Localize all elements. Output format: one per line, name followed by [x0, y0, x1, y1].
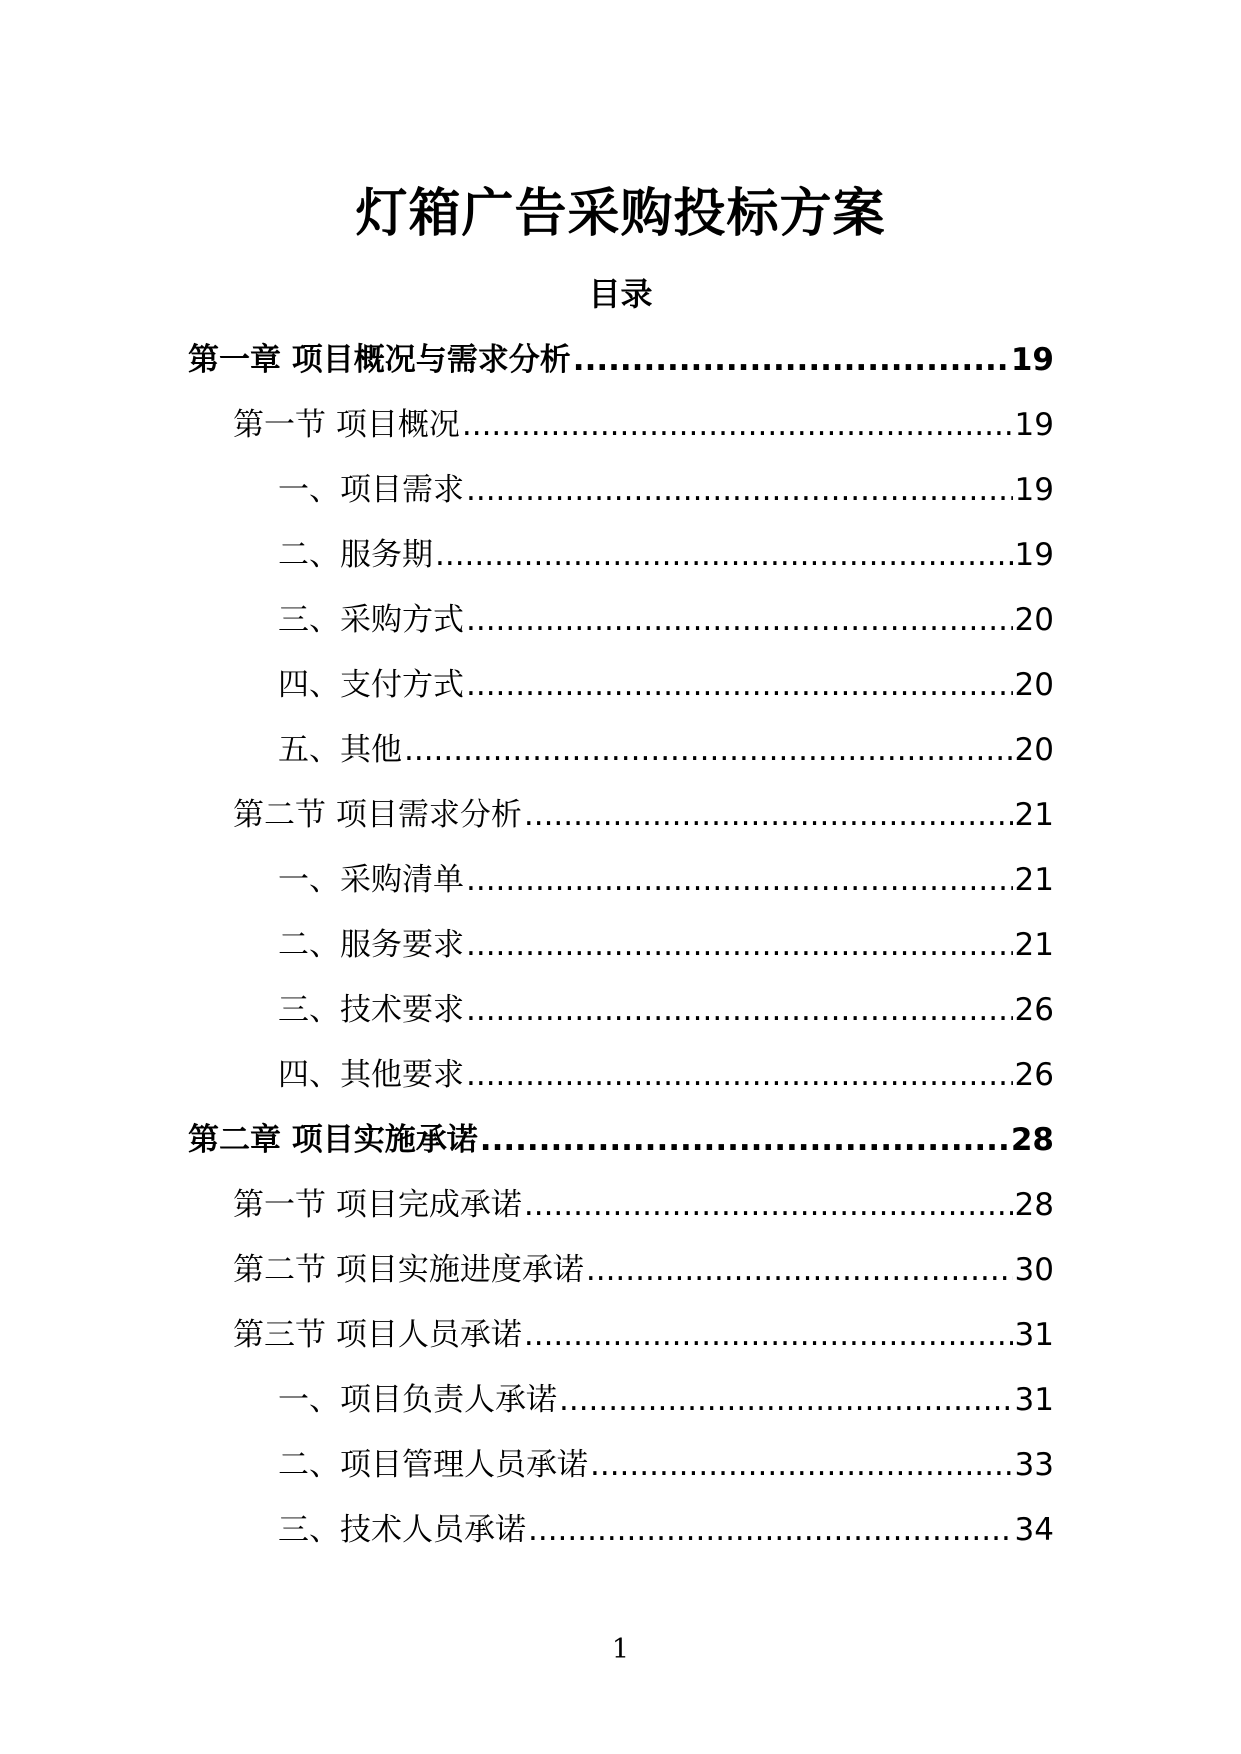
document-title: 灯箱广告采购投标方案: [355, 184, 886, 244]
toc-entry-text: 第一节 项目概况: [233, 407, 460, 443]
toc-entry-page: 26: [1014, 992, 1054, 1028]
toc-entry-text: 一、项目需求: [278, 472, 464, 508]
toc-dot-leader: [586, 1244, 1013, 1296]
toc-entry-item[interactable]: [188, 659, 1054, 724]
toc-entry-item[interactable]: [188, 1374, 1054, 1439]
toc-dot-leader: [524, 1179, 1013, 1231]
toc-entry-chapter-2[interactable]: [188, 1114, 1054, 1179]
toc-entry-text: 三、技术要求: [278, 992, 464, 1028]
toc-entry-page: 34: [1014, 1512, 1054, 1548]
toc-entry-item[interactable]: [188, 529, 1054, 594]
toc-dot-leader: [466, 1049, 1013, 1101]
toc-entry-text: 一、项目负责人承诺: [278, 1382, 557, 1418]
toc-dot-leader: [524, 1309, 1013, 1361]
toc-dot-leader: [590, 1439, 1013, 1491]
page-number: 1: [611, 1634, 630, 1665]
toc-entry-text: 四、支付方式: [278, 667, 464, 703]
toc-entry-text: 三、技术人员承诺: [278, 1512, 526, 1548]
toc-entry-text: 第一章 项目概况与需求分析: [188, 342, 571, 378]
toc-dot-leader: [528, 1504, 1013, 1556]
toc-entry-page: 28: [1014, 1187, 1054, 1223]
toc-dot-leader: [466, 919, 1013, 971]
toc-dot-leader: [480, 1114, 1009, 1166]
toc-dot-leader: [466, 464, 1013, 516]
toc-entry-section[interactable]: [188, 399, 1054, 464]
toc-heading: 目录: [588, 275, 653, 313]
toc-entry-section[interactable]: [188, 1244, 1054, 1309]
toc-entry-page: 28: [1010, 1122, 1054, 1158]
toc-entry-page: 19: [1014, 472, 1054, 508]
toc-entry-text: 一、采购清单: [278, 862, 464, 898]
toc-dot-leader: [466, 659, 1013, 711]
toc-entry-chapter-1[interactable]: [188, 334, 1054, 399]
toc-entry-page: 19: [1014, 407, 1054, 443]
toc-entry-page: 20: [1014, 602, 1054, 638]
toc-entry-item[interactable]: [188, 1049, 1054, 1114]
toc-dot-leader: [524, 789, 1013, 841]
toc-entry-item[interactable]: [188, 919, 1054, 984]
toc-dot-leader: [466, 594, 1013, 646]
toc-entry-text: 第二节 项目实施进度承诺: [233, 1252, 584, 1288]
toc-entry-page: 21: [1014, 862, 1054, 898]
toc-entry-section[interactable]: [188, 1179, 1054, 1244]
toc-entry-section[interactable]: [188, 1309, 1054, 1374]
toc-entry-item[interactable]: [188, 1439, 1054, 1504]
toc-entry-text: 五、其他: [278, 732, 402, 768]
toc-dot-leader: [573, 334, 1009, 386]
toc-dot-leader: [466, 984, 1013, 1036]
toc-dot-leader: [435, 529, 1013, 581]
toc-entry-text: 第二节 项目需求分析: [233, 797, 522, 833]
toc-dot-leader: [404, 724, 1013, 776]
toc-entry-page: 26: [1014, 1057, 1054, 1093]
toc-entry-page: 20: [1014, 732, 1054, 768]
toc-entry-text: 四、其他要求: [278, 1057, 464, 1093]
toc-entry-text: 第二章 项目实施承诺: [188, 1122, 478, 1158]
toc-entry-item[interactable]: [188, 1504, 1054, 1569]
toc-entry-page: 21: [1014, 927, 1054, 963]
toc-entry-text: 第三节 项目人员承诺: [233, 1317, 522, 1353]
toc-dot-leader: [466, 854, 1013, 906]
toc-entry-text: 二、服务要求: [278, 927, 464, 963]
toc-entry-text: 二、项目管理人员承诺: [278, 1447, 588, 1483]
toc-entry-item[interactable]: [188, 464, 1054, 529]
toc-entry-page: 19: [1010, 342, 1054, 378]
toc-entry-text: 三、采购方式: [278, 602, 464, 638]
toc-entry-page: 21: [1014, 797, 1054, 833]
toc-entry-text: 二、服务期: [278, 537, 433, 573]
toc-dot-leader: [559, 1374, 1013, 1426]
toc-entry-page: 31: [1014, 1382, 1054, 1418]
toc-entry-item[interactable]: [188, 594, 1054, 659]
toc-entry-item[interactable]: [188, 724, 1054, 789]
toc-entry-text: 第一节 项目完成承诺: [233, 1187, 522, 1223]
toc-entry-page: 20: [1014, 667, 1054, 703]
toc-dot-leader: [462, 399, 1013, 451]
toc-entry-section[interactable]: [188, 789, 1054, 854]
table-of-contents: [188, 334, 1054, 1569]
toc-entry-page: 30: [1014, 1252, 1054, 1288]
toc-entry-page: 31: [1014, 1317, 1054, 1353]
toc-entry-item[interactable]: [188, 854, 1054, 919]
toc-entry-page: 33: [1014, 1447, 1054, 1483]
toc-entry-item[interactable]: [188, 984, 1054, 1049]
toc-entry-page: 19: [1014, 537, 1054, 573]
